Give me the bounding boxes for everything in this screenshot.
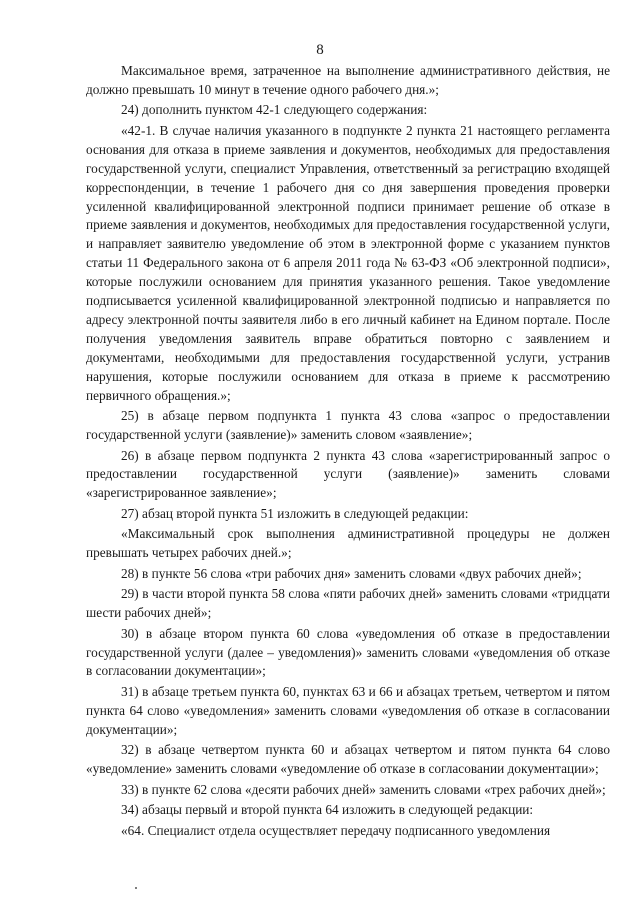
page-number: 8 (316, 42, 324, 58)
paragraph-item-28: 28) в пункте 56 слова «три рабочих дня» заменить словами «двух рабочих дней»; (121, 565, 582, 581)
scan-dot-mark (135, 887, 137, 889)
paragraph-item-24: 24) дополнить пунктом 42-1 следующего содержания: (121, 102, 428, 118)
paragraph-item-42-1: «42-1. В случае наличия указанного в подпункте 2 пункта 21 настоящего регламента основания для отказа в приеме заявления и документов, необходимых для предоставления государственной услуги, специалист Управления, ответственный за регистрацию входящей корреспонденции, в течение 1 рабочего дня со дня завершения проведения проверки усиленной квалифицированной электронной подписи принимает решение об отказе в приеме заявления и документов, необходимых для предоставления государственной услуги, и направляет заявителю уведомление об этом в электронной форме с указанием пунктов статьи 11 Федерального закона от 6 апреля 2011 года № 63-ФЗ «Об электронной подписи», которые послужили основанием для принятия указанного решения. Такое уведомление подписывается усиленной квалифицированной электронной подписью и направляется по адресу электронной почты заявителя либо в его личный кабинет на Едином портале. После получения уведомления заявитель вправе обратиться повторно с заявлением и документами, необходимыми для предоставления государственной услуги, устранив нарушения, которые послужили основанием для отказа в приеме к рассмотрению первичного обращения.»; (86, 122, 610, 403)
paragraph-closing-max-time: Максимальное время, затраченное на выполнение административного действия, не должно превышать 10 минут в течение одного рабочего дня.»; (86, 63, 610, 97)
paragraph-item-27: 27) абзац второй пункта 51 изложить в следующей редакции: (121, 505, 469, 521)
paragraph-item-25: 25) в абзаце первом подпункта 1 пункта 43 слова «запрос о предоставлении государственной услуги (заявление)» заменить словом «заявление»; (86, 408, 610, 442)
paragraph-item-34: 34) абзацы первый и второй пункта 64 изложить в следующей редакции: (121, 802, 534, 818)
paragraph-item-29: 29) в части второй пункта 58 слова «пяти рабочих дней» заменить словами «тридцати шести рабочих дней»; (86, 586, 610, 621)
paragraph-item-30: 30) в абзаце втором пункта 60 слова «уведомления об отказе в предоставлении государственной услуги (далее – уведомления)» заменить словами «уведомления об отказе в согласовании документации»; (86, 625, 610, 679)
paragraph-item-33: 33) в пункте 62 слова «десяти рабочих дней» заменить словами «трех рабочих дней»; (121, 781, 606, 797)
paragraph-item-31: 31) в абзаце третьем пункта 60, пунктах 63 и 66 и абзацах третьем, четвертом и пятом пункта 64 слово «уведомления» заменить словами «уведомления об отказе в согласовании документации»; (86, 683, 610, 737)
paragraph-item-27-text: «Максимальный срок выполнения административной процедуры не должен превышать четырех рабочих дней.»; (86, 526, 610, 561)
document-body (86, 62, 610, 841)
paragraph-item-26: 26) в абзаце первом подпункта 2 пункта 43 слова «зарегистрированный запрос о предоставлении государственной услуги (заявление)» заменить словами «зарегистрированное заявление»; (86, 447, 610, 501)
paragraph-item-64: «64. Специалист отдела осуществляет передачу подписанного уведомления (121, 822, 551, 838)
paragraph-item-32: 32) в абзаце четвертом пункта 60 и абзацах четвертом и пятом пункта 64 слово «уведомление» заменить словами «уведомление об отказе в согласовании документации»; (86, 742, 610, 777)
